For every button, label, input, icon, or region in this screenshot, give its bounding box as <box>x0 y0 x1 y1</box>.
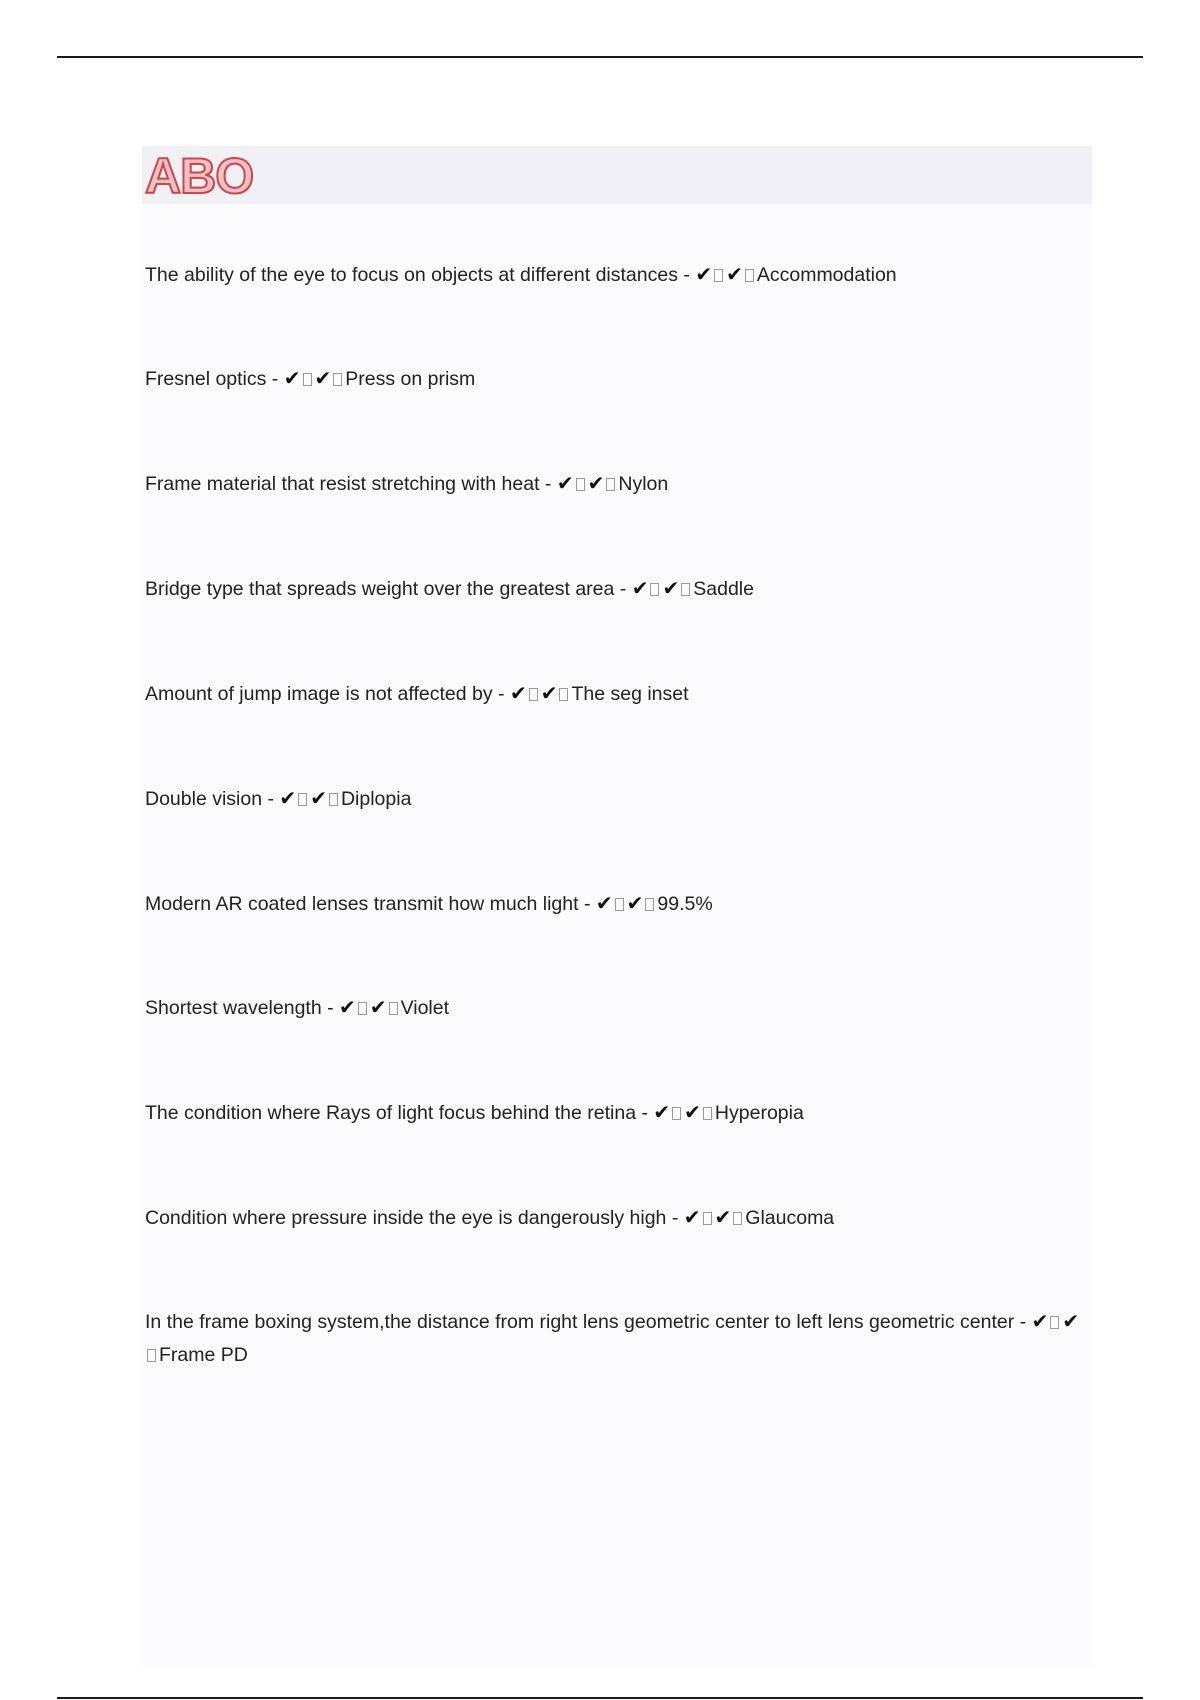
separator: - <box>492 683 510 705</box>
separator: - <box>578 893 596 915</box>
answer-text: Glaucoma <box>745 1207 835 1229</box>
check-mark-icon: ✔ <box>556 471 574 495</box>
separator: - <box>614 578 632 600</box>
question-text: Shortest wavelength <box>145 997 322 1019</box>
check-mark-icon: ✔ <box>684 1100 701 1124</box>
empty-box-icon <box>1050 1316 1059 1329</box>
question-text: The ability of the eye to focus on objects at different distances <box>145 264 678 286</box>
check-mark-icon: ✔ <box>339 995 356 1019</box>
top-rule <box>57 56 1143 58</box>
check-mark-icon: ✔ <box>662 576 680 600</box>
empty-box-icon <box>681 583 690 596</box>
empty-box-icon <box>389 1002 398 1015</box>
empty-box-icon <box>303 373 312 386</box>
answer-text: Frame PD <box>159 1344 248 1366</box>
answer-text: Saddle <box>693 578 754 600</box>
empty-box-icon <box>606 478 615 491</box>
empty-box-icon <box>333 373 342 386</box>
qa-item <box>145 887 1085 921</box>
empty-box-icon <box>714 269 723 282</box>
check-mark-icon: ✔ <box>595 891 613 915</box>
question-text: Frame material that resist stretching with heat <box>145 473 540 495</box>
empty-box-icon <box>329 793 338 806</box>
check-mark-icon: ✔ <box>1031 1309 1049 1333</box>
empty-box-icon <box>298 793 307 806</box>
separator: - <box>666 1207 684 1229</box>
check-mark-icon: ✔ <box>631 576 649 600</box>
bottom-rule <box>57 1697 1143 1699</box>
question-text: Amount of jump image is not affected by <box>145 683 493 705</box>
empty-box-icon <box>559 688 568 701</box>
check-mark-icon: ✔ <box>626 891 644 915</box>
separator: - <box>262 788 280 810</box>
empty-box-icon <box>615 898 624 911</box>
check-mark-icon: ✔ <box>540 681 558 705</box>
check-mark-icon: ✔ <box>714 1205 732 1229</box>
check-mark-icon: ✔ <box>1062 1309 1080 1333</box>
check-mark-icon: ✔ <box>283 366 301 390</box>
question-text: The condition where Rays of light focus behind the retina <box>145 1102 637 1124</box>
title-band <box>142 146 1092 204</box>
answer-text: 99.5% <box>657 893 713 915</box>
question-text: Bridge type that spreads weight over the greatest area <box>145 578 615 600</box>
qa-item <box>145 362 1085 396</box>
answer-text: Accommodation <box>756 264 897 286</box>
check-mark-icon: ✔ <box>369 995 387 1019</box>
qa-item <box>145 1096 1085 1130</box>
answer-text: Nylon <box>618 473 669 495</box>
answer-text: The seg inset <box>571 683 689 705</box>
empty-box-icon <box>733 1212 742 1225</box>
separator: - <box>539 473 557 495</box>
separator: - <box>636 1102 654 1124</box>
separator: - <box>266 368 284 390</box>
qa-item <box>145 1201 1085 1235</box>
empty-box-icon <box>650 583 659 596</box>
check-mark-icon: ✔ <box>726 262 743 286</box>
question-text: Fresnel optics <box>145 368 267 390</box>
empty-box-icon <box>703 1212 712 1225</box>
qa-item <box>145 1305 1085 1372</box>
abo-logo: ABO <box>145 148 254 204</box>
qa-item <box>145 467 1085 501</box>
answer-text: Diplopia <box>340 788 412 810</box>
check-mark-icon: ✔ <box>653 1100 671 1124</box>
separator: - <box>321 997 340 1019</box>
check-mark-icon: ✔ <box>683 1205 701 1229</box>
question-text: Double vision <box>145 788 263 810</box>
check-mark-icon: ✔ <box>310 786 327 810</box>
question-text: In the frame boxing system,the distance from right lens geometric center to left lens geometric center <box>145 1311 1015 1333</box>
check-mark-icon: ✔ <box>695 262 713 286</box>
answer-text: Violet <box>400 997 450 1019</box>
empty-box-icon <box>576 478 585 491</box>
answer-text: Press on prism <box>345 368 476 390</box>
qa-item <box>145 258 1085 292</box>
qa-item <box>145 782 1085 816</box>
empty-box-icon <box>745 269 754 282</box>
empty-box-icon <box>147 1349 156 1362</box>
check-mark-icon: ✔ <box>279 786 297 810</box>
qa-item <box>145 991 1085 1025</box>
empty-box-icon <box>358 1002 367 1015</box>
qa-item <box>145 572 1085 606</box>
empty-box-icon <box>529 688 538 701</box>
answer-text: Hyperopia <box>714 1102 804 1124</box>
question-text: Condition where pressure inside the eye is dangerously high <box>145 1207 667 1229</box>
separator: - <box>677 264 696 286</box>
qa-item <box>145 677 1085 711</box>
question-text: Modern AR coated lenses transmit how much light <box>145 893 579 915</box>
empty-box-icon <box>672 1107 681 1120</box>
check-mark-icon: ✔ <box>509 681 527 705</box>
empty-box-icon <box>645 898 654 911</box>
check-mark-icon: ✔ <box>314 366 332 390</box>
separator: - <box>1014 1311 1032 1333</box>
check-mark-icon: ✔ <box>587 471 605 495</box>
empty-box-icon <box>703 1107 712 1120</box>
